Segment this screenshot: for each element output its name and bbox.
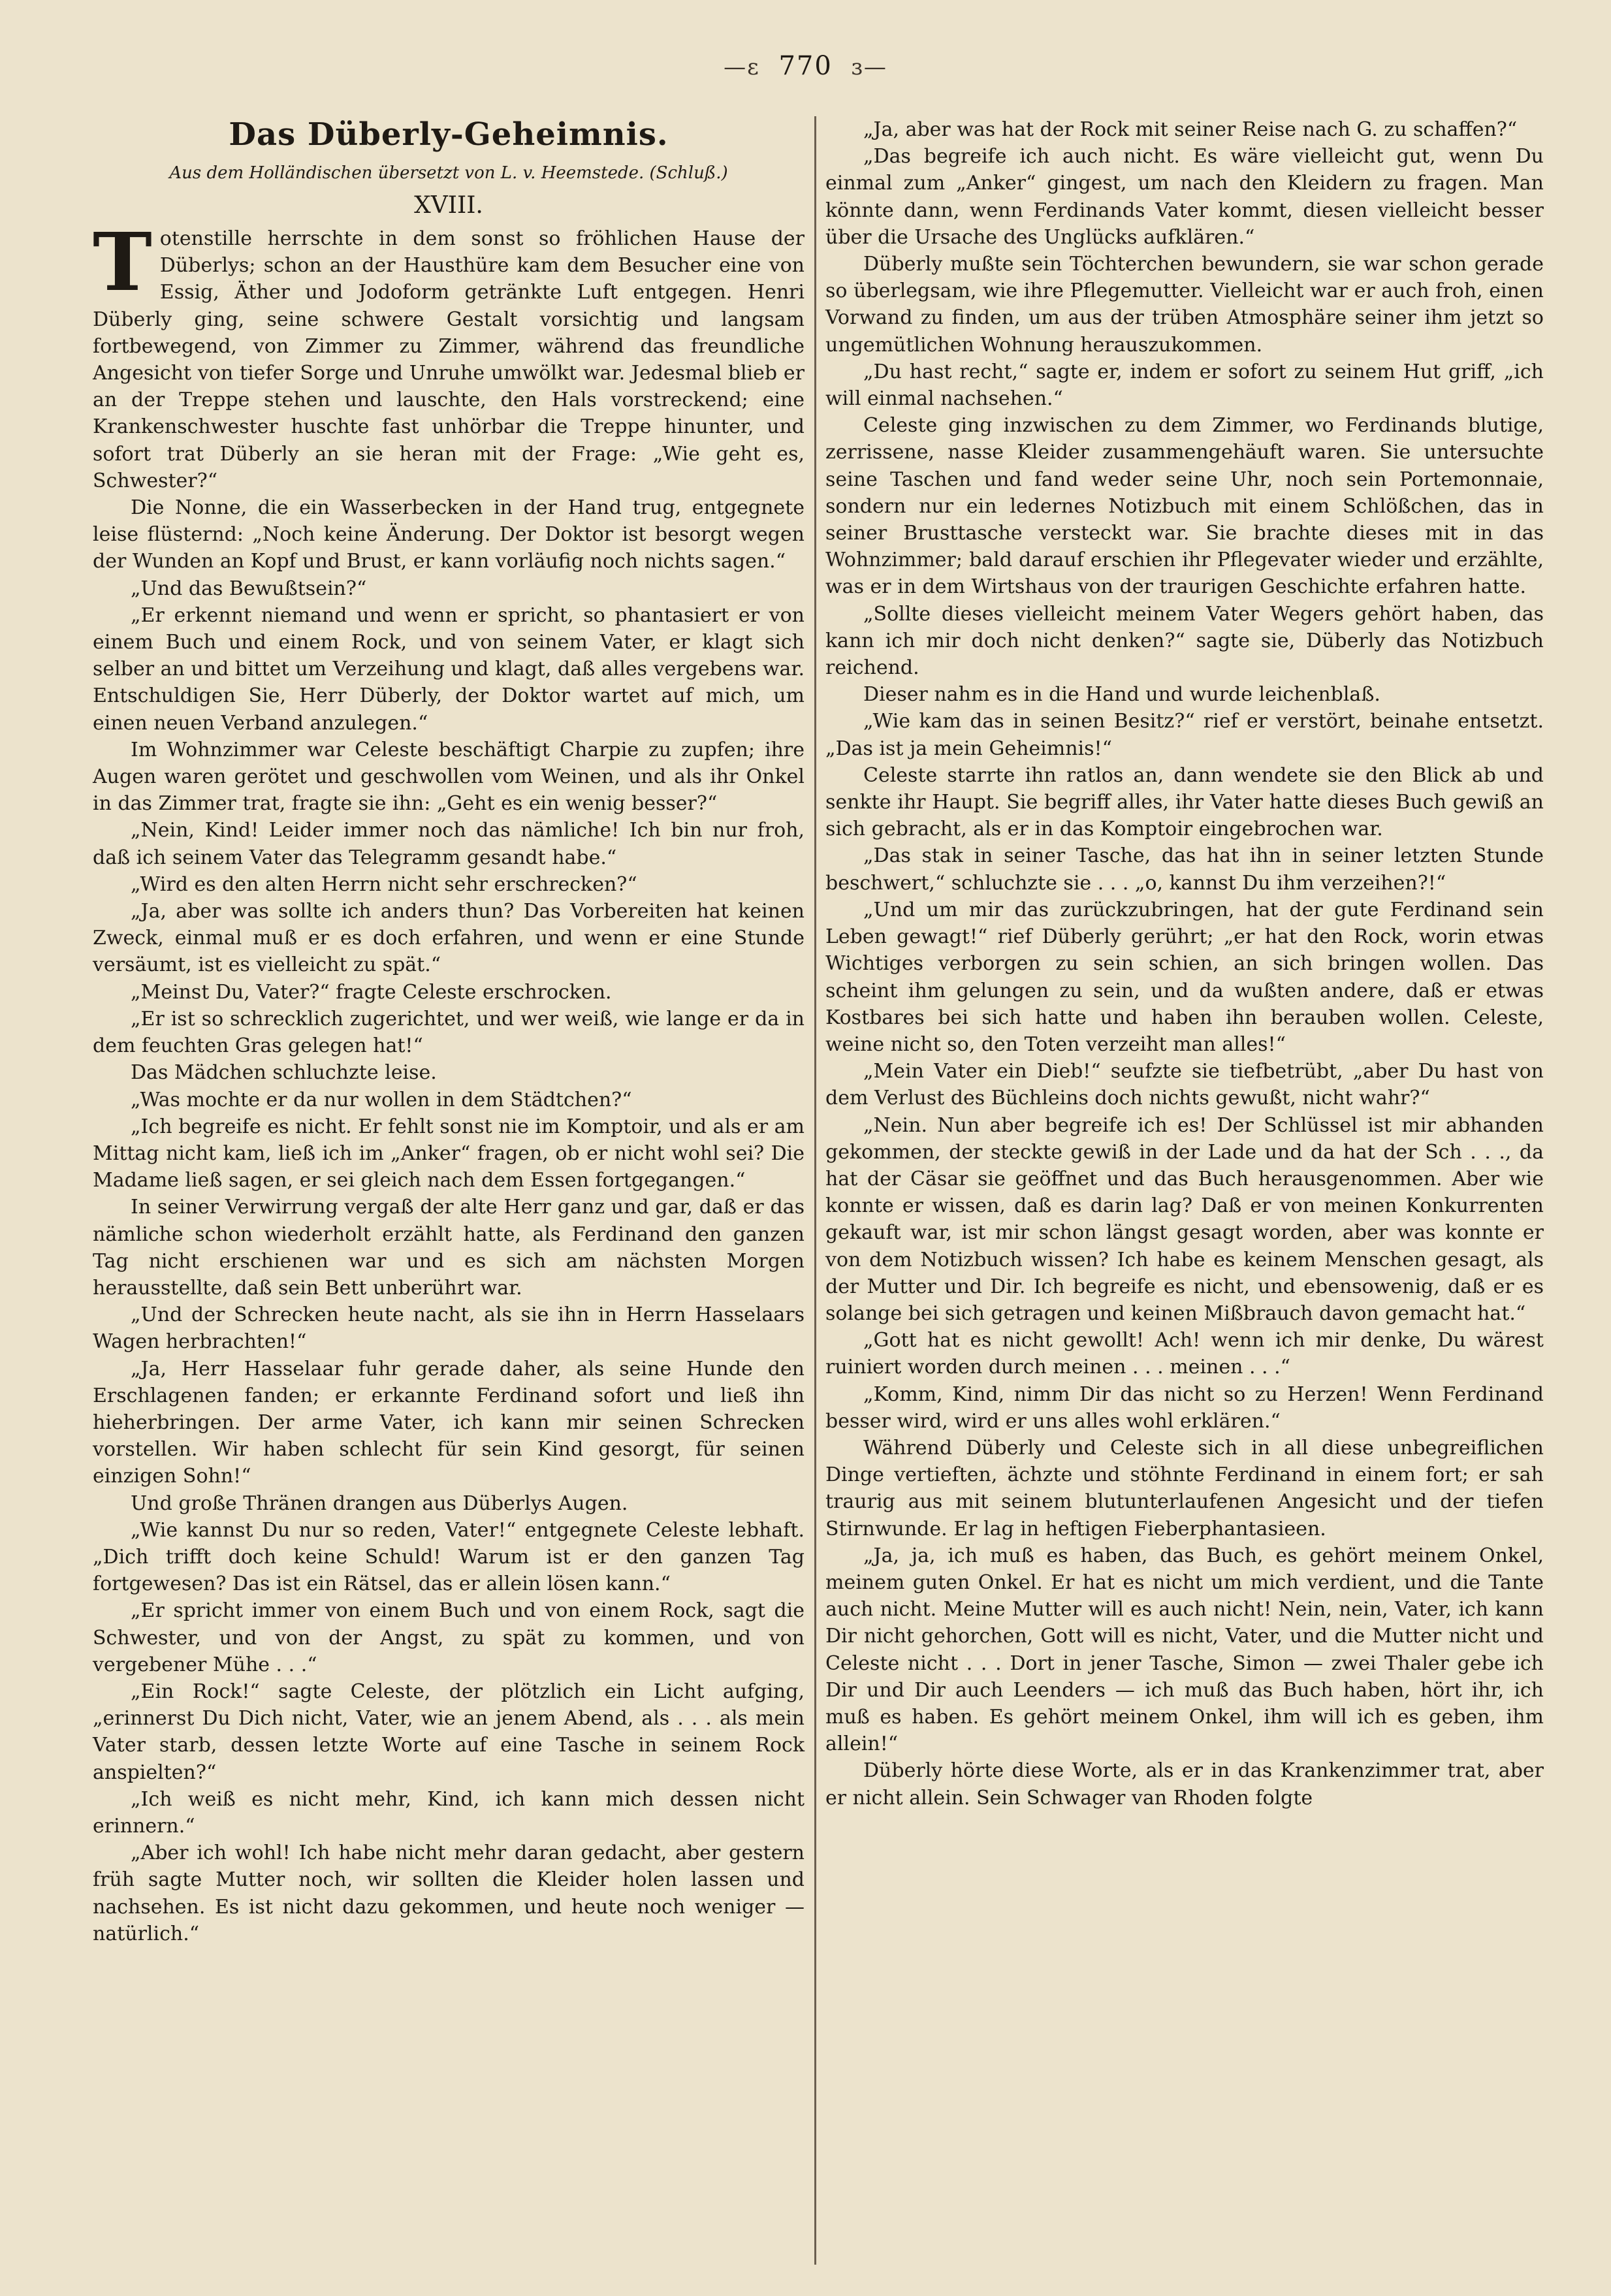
article-subtitle: Aus dem Holländischen übersetzt von L. v. Heemstede. (Schluß.) bbox=[169, 163, 728, 183]
paragraph: „Wird es den alten Herrn nicht sehr erschrecken?“ bbox=[131, 872, 637, 896]
paragraph: „Nein. Nun aber begreife ich es! Der Schlüssel ist mir abhanden gekommen, der steckte gewiß in der Lade und da hat der Sch . . ., da hat der Cäsar sie geöffnet und das Buch herausgenommen. Aber wie konnte er wissen, daß es darin lag? Daß er von meinen Konkurrenten gekauft war, ist mir schon längst gesagt worden, aber was konnte er von dem Notizbuch wissen? Ich habe es keinem Menschen gesagt, als der Mutter und Dir. Ich begreife es nicht, und ebensowenig, daß er es solange bei sich getragen und keinen Mißbrauch davon gemacht hat.“ bbox=[825, 1113, 1544, 1325]
paragraph: „Und das Bewußtsein?“ bbox=[131, 577, 367, 600]
paragraph: „Ja, Herr Hasselaar fuhr gerade daher, als seine Hunde den Erschlagenen fanden; er erkannte Ferdinand sofort und ließ ihn hieherbringen. Der arme Vater, ich kann mir seinen Schrecken vorstellen. Wir haben schlecht für sein Kind gesorgt, für seinen einzigen Sohn!“ bbox=[93, 1357, 805, 1488]
paragraph: „Meinst Du, Vater?“ fragte Celeste erschrocken. bbox=[131, 980, 612, 1004]
left-column bbox=[93, 116, 805, 1947]
paragraph: „Ich begreife es nicht. Er fehlt sonst nie im Komptoir, und als er am Mittag nicht kam, ließ ich im „Anker“ fragen, ob er nicht wohl sei? Die Madame ließ sagen, er sei gleich nach dem Essen fortgegangen.“ bbox=[93, 1115, 805, 1192]
drop-cap: T bbox=[93, 215, 152, 309]
paragraph: Und große Thränen drangen aus Düberlys Augen. bbox=[131, 1491, 628, 1515]
paragraph: Düberly mußte sein Töchterchen bewundern, sie war schon gerade so überlegsam, wie ihre Pflegemutter. Vielleicht war er auch froh, einen Vorwand zu finden, um aus der trüben Atmosphäre seiner ihm jetzt so ungemütlichen Wohnung herauszukommen. bbox=[825, 253, 1544, 357]
paragraph: Dieser nahm es in die Hand und wurde leichenblaß. bbox=[863, 683, 1380, 707]
column-divider bbox=[814, 116, 816, 2265]
paragraph: „Er erkennt niemand und wenn er spricht, so phantasiert er von einem Buch und einem Rock, und von seinem Vater, er klagt sich selber an und bittet um Verzeihung und klagt, daß alles vergebens war. Entschuldigen Sie, Herr Düberly, der Doktor wartet auf mich, um einen neuen Verband anzulegen.“ bbox=[93, 603, 805, 735]
paragraph: „Nein, Kind! Leider immer noch das nämliche! Ich bin nur froh, daß ich seinem Vater das Telegramm gesandt habe.“ bbox=[93, 819, 805, 869]
paragraph: „Ja, ja, ich muß es haben, das Buch, es gehört meinem Onkel, meinem guten Onkel. Er hat es nicht um mich verdient, und die Tante auch nicht. Meine Mutter will es auch nicht! Nein, nein, Vater, ich kann Dir nicht gehorchen, Gott will es nicht, Vater, und die Mutter nicht und Celeste nicht . . . Dort in jener Tasche, Simon — zwei Thaler gebe ich Dir und Dir auch Leenders — ich muß das Buch haben, hört ihr, ich muß es haben. Es gehört meinem Onkel, ihm will ich es geben, ihm allein!“ bbox=[825, 1544, 1544, 1756]
ornament-right-icon: ɜ— bbox=[851, 54, 887, 80]
paragraph: „Und um mir das zurückzubringen, hat der gute Ferdinand sein Leben gewagt!“ rief Düberly gerührt; „er hat den Rock, worin etwas Wichtiges verborgen zu sein schien, an sich bringen wollen. Das scheint ihm gelungen zu sein, und da wußten andere, daß er etwas Kostbares bei sich hatte und haben ihn berauben wollen. Celeste, weine nicht so, den Toten verzeiht man alles!“ bbox=[825, 898, 1544, 1056]
paragraph: „Ja, aber was hat der Rock mit seiner Reise nach G. zu schaffen?“ bbox=[863, 118, 1518, 141]
paragraph: Düberly hörte diese Worte, als er in das Krankenzimmer trat, aber er nicht allein. Sein Schwager van Rhoden folgte bbox=[825, 1759, 1544, 1810]
paragraph: „Und der Schrecken heute nacht, als sie ihn in Herrn Hasselaars Wagen herbrachten!“ bbox=[93, 1303, 805, 1354]
paragraph: „Was mochte er da nur wollen in dem Städtchen?“ bbox=[131, 1088, 632, 1111]
paragraph: „Gott hat es nicht gewollt! Ach! wenn ich mir denke, Du wärest ruiniert worden durch meinen . . . meinen . . .“ bbox=[825, 1329, 1544, 1379]
paragraph: Im Wohnzimmer war Celeste beschäftigt Charpie zu zupfen; ihre Augen waren gerötet und geschwollen vom Weinen, und als ihr Onkel in das Zimmer trat, fragte sie ihn: „Geht es ein wenig besser?“ bbox=[93, 738, 805, 816]
ornament-left-icon: —ε bbox=[724, 54, 760, 80]
paragraph: „Das stak in seiner Tasche, das hat ihn in seiner letzten Stunde beschwert,“ schluchzte sie . . . „o, kannst Du ihm verzeihen?!“ bbox=[825, 844, 1544, 895]
paragraph: „Mein Vater ein Dieb!“ seufzte sie tiefbetrübt, „aber Du hast von dem Verlust des Büchleins doch nichts gewußt, nicht wahr?“ bbox=[825, 1060, 1544, 1110]
article-title: Das Düberly-Geheimnis. bbox=[229, 116, 669, 153]
paragraph: „Komm, Kind, nimm Dir das nicht so zu Herzen! Wenn Ferdinand besser wird, wird er uns alles wohl erklären.“ bbox=[825, 1382, 1544, 1433]
paragraph: Die Nonne, die ein Wasserbecken in der Hand trug, entgegnete leise flüsternd: „Noch keine Änderung. Der Doktor ist besorgt wegen der Wunden an Kopf und Brust, er kann vorläufig noch nichts sagen.“ bbox=[93, 496, 805, 573]
paragraph: „Das begreife ich auch nicht. Es wäre vielleicht gut, wenn Du einmal zum „Anker“ gingest, um nach den Kleidern zu fragen. Man könnte dann, wenn Ferdinands Vater kommt, diesen vielleicht besser über die Ursache des Unglücks aufklären.“ bbox=[825, 145, 1544, 249]
paragraph: „Wie kannst Du nur so reden, Vater!“ entgegnete Celeste lebhaft. „Dich trifft doch keine Schuld! Warum ist er den ganzen Tag fortgewesen? Das ist ein Rätsel, das er allein lösen kann.“ bbox=[93, 1518, 805, 1596]
paragraph: Das Mädchen schluchzte leise. bbox=[131, 1061, 437, 1085]
paragraph: „Er spricht immer von einem Buch und von einem Rock, sagt die Schwester, und von der Angst, zu spät zu kommen, und von vergebener Mühe . . .“ bbox=[93, 1599, 805, 1676]
paragraph: „Du hast recht,“ sagte er, indem er sofort zu seinem Hut griff, „ich will einmal nachsehen.“ bbox=[825, 360, 1544, 411]
paragraph: „Aber ich wohl! Ich habe nicht mehr daran gedacht, aber gestern früh sagte Mutter noch, wir sollten die Kleider holen lassen und nachsehen. Es ist nicht dazu gekommen, und heute noch weniger — natürlich.“ bbox=[93, 1842, 805, 1945]
paragraph: Celeste ging inzwischen zu dem Zimmer, wo Ferdinands blutige, zerrissene, nasse Kleider zusammengehäuft waren. Sie untersuchte seine Taschen und fand weder seine Uhr, noch sein Portemonnaie, sondern nur ein ledernes Notizbuch mit einem Schlößchen, das in seiner Brusttasche versteckt war. Sie brachte dieses mit in das Wohnzimmer; bald darauf erschien ihr Pflegevater wieder und erzählte, was er in dem Wirtshaus von der traurigen Geschichte erfahren hatte. bbox=[825, 414, 1544, 599]
paragraph: Celeste starrte ihn ratlos an, dann wendete sie den Blick ab und senkte ihr Haupt. Sie begriff alles, ihr Vater hatte dieses Buch gewiß an sich gebracht, als er in das Komptoir eingebrochen war. bbox=[825, 763, 1544, 841]
paragraph: „Wie kam das in seinen Besitz?“ rief er verstört, beinahe entsetzt. „Das ist ja mein Geheimnis!“ bbox=[825, 710, 1544, 760]
paragraph: In seiner Verwirrung vergaß der alte Herr ganz und gar, daß er das nämliche schon wiederholt erzählt hatte, als Ferdinand den ganzen Tag nicht erschienen war und es sich am nächsten Morgen herausstellte, daß sein Bett unberührt war. bbox=[93, 1196, 805, 1299]
paragraph: „Sollte dieses vielleicht meinem Vater Wegers gehört haben, das kann ich mir doch nicht denken?“ sagte sie, Düberly das Notizbuch reichend. bbox=[825, 602, 1544, 680]
paragraph: Während Düberly und Celeste sich in all diese unbegreiflichen Dinge vertieften, ächzte und stöhnte Ferdinand in einem fort; er sah traurig aus mit seinem blutunterlaufenen Angesicht und der tiefen Stirnwunde. Er lag in heftigen Fieberphantasieen. bbox=[825, 1436, 1544, 1540]
paragraph-text: otenstille herrschte in dem sonst so fröhlichen Hause der Düberlys; schon an der Hausthüre kam dem Besucher eine von Essig, Äther und Jodoform getränkte Luft entgegen. Henri Düberly ging, seine schwere Gestalt vorsichtig und langsam fortbewegend, von Zimmer zu Zimmer, während das freundliche Angesicht von tiefer Sorge und Unruhe umwölkt war. Jedesmal blieb er an der Treppe stehen und lauschte, den Hals vorstreckend; eine Krankenschwester huschte fast unhörbar die Treppe hinunter, und sofort trat Düberly an sie heran mit der Frage: „Wie geht es, Schwester?“ bbox=[93, 227, 805, 492]
page-number: 770 bbox=[778, 51, 833, 81]
page-number-header bbox=[0, 51, 1611, 81]
chapter-heading: XVIII. bbox=[414, 192, 483, 219]
paragraph: „Ja, aber was sollte ich anders thun? Das Vorbereiten hat keinen Zweck, einmal muß er es doch erfahren, und wenn er eine Stunde versäumt, ist es vielleicht zu spät.“ bbox=[93, 900, 805, 977]
right-column bbox=[825, 116, 1544, 1811]
paragraph: „Ein Rock!“ sagte Celeste, der plötzlich ein Licht aufging, „erinnerst Du Dich nicht, Vater, wie an jenem Abend, als . . . als mein Vater starb, dessen letzte Worte auf eine Tasche in seinem Rock anspielten?“ bbox=[93, 1680, 805, 1784]
paragraph bbox=[93, 215, 805, 494]
paragraph: „Ich weiß es nicht mehr, Kind, ich kann mich dessen nicht erinnern.“ bbox=[93, 1787, 805, 1838]
paragraph: „Er ist so schrecklich zugerichtet, und wer weiß, wie lange er da in dem feuchten Gras gelegen hat!“ bbox=[93, 1007, 805, 1058]
